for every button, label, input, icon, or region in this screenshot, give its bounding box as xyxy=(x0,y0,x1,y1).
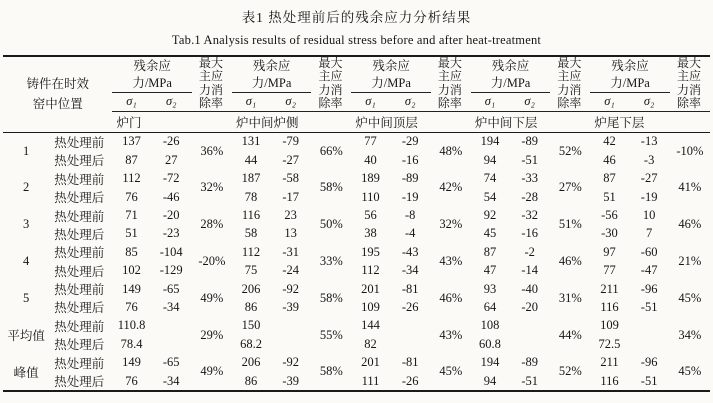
table-row-after-4 xyxy=(3,298,710,316)
stress-value xyxy=(270,335,311,353)
phase-label-before: 热处理前 xyxy=(54,356,105,371)
stress-value: 60.8 xyxy=(479,336,501,351)
stress-value: 78.4 xyxy=(120,336,143,351)
sigma1-label-2: σ₁ xyxy=(351,93,389,112)
stress-value: -65 xyxy=(162,281,180,296)
location-label-4: 炉尾下层 xyxy=(590,111,669,132)
stress-value: 137 xyxy=(122,134,141,149)
rate-value: 31% xyxy=(558,290,582,305)
stress-value xyxy=(151,335,192,353)
stress-value: -39 xyxy=(282,373,300,388)
rate-spacer-4 xyxy=(670,111,710,132)
table-row-after-5 xyxy=(3,335,710,353)
stress-value: 195 xyxy=(361,244,380,259)
stress-value: -51 xyxy=(640,373,658,388)
stress-value: -89 xyxy=(401,171,419,186)
stress-value: -34 xyxy=(162,299,180,314)
stress-value: -14 xyxy=(521,263,538,278)
stress-value: -58 xyxy=(282,171,300,186)
phase-label-before: 热处理前 xyxy=(54,283,105,298)
stress-value: 86 xyxy=(244,299,258,314)
stress-value: 23 xyxy=(284,208,297,222)
rate-value: 52% xyxy=(558,364,582,379)
stress-value: 56 xyxy=(364,208,377,222)
stress-value: 87 xyxy=(483,244,497,259)
stress-value: 82 xyxy=(364,336,377,351)
stress-value: 76 xyxy=(125,299,138,314)
row-label: 2 xyxy=(22,180,30,195)
rate-value: 28% xyxy=(200,217,224,232)
row-label: 4 xyxy=(22,253,30,268)
rate-value: -20% xyxy=(198,253,226,268)
stress-value: -60 xyxy=(640,244,658,259)
stress-value: 72.5 xyxy=(598,336,621,351)
rate-value: 27% xyxy=(558,180,582,195)
stress-value: 211 xyxy=(600,355,619,370)
stress-value: -13 xyxy=(640,134,658,149)
rate-value: 51% xyxy=(558,217,582,232)
location-label-3: 炉中间下层 xyxy=(471,111,550,132)
residual-stress-table xyxy=(3,55,710,392)
rate-value: 45% xyxy=(439,364,463,379)
stress-value: -24 xyxy=(282,263,300,278)
rate-value: 58% xyxy=(319,290,343,305)
stress-value: 131 xyxy=(241,134,261,149)
sigma2-label-0: σ₂ xyxy=(151,93,192,112)
stress-header-4 xyxy=(590,56,669,93)
table-row-before-4 xyxy=(3,280,710,298)
stress-value: -79 xyxy=(282,134,300,149)
rate-value: 58% xyxy=(319,364,343,379)
stress-value: 194 xyxy=(480,355,500,370)
stress-value: 51 xyxy=(125,226,138,241)
stress-value: -89 xyxy=(521,134,538,149)
stress-value: 86 xyxy=(244,373,258,388)
table-row-after-6 xyxy=(3,372,710,391)
stress-value: -30 xyxy=(601,226,618,241)
rate-header-1-text: 最大主应力消除率 xyxy=(318,56,343,111)
rate-value: 29% xyxy=(200,327,224,342)
phase-label-after: 热处理后 xyxy=(54,227,105,242)
rate-value: 52% xyxy=(558,143,582,158)
stress-value: -40 xyxy=(521,281,538,296)
rate-value: 45% xyxy=(678,364,702,379)
row-label: 5 xyxy=(22,290,30,305)
stress-value: -51 xyxy=(521,152,538,167)
stress-value: -34 xyxy=(162,373,180,388)
stress-value: -104 xyxy=(159,244,183,259)
rate-value: 44% xyxy=(558,327,582,342)
stress-value xyxy=(270,317,311,335)
rate-value: 46% xyxy=(439,290,463,305)
table-row-after-2 xyxy=(3,225,710,243)
stress-value: -28 xyxy=(521,189,538,204)
rate-value: 32% xyxy=(439,217,463,232)
rate-value: 46% xyxy=(678,217,702,232)
stress-value: 111 xyxy=(361,373,380,388)
stress-value: -19 xyxy=(401,189,419,204)
stress-value: 211 xyxy=(600,281,619,296)
stress-value: 206 xyxy=(241,281,261,296)
stress-value: 187 xyxy=(241,171,261,186)
stress-value: -89 xyxy=(521,355,538,370)
table-title-cn: 表1 热处理前后的残余应力分析结果 xyxy=(241,10,472,25)
rate-value: 43% xyxy=(439,327,463,342)
table-row-before-0 xyxy=(3,132,710,151)
sigma2-label-1: σ₂ xyxy=(270,93,311,112)
rate-spacer-0 xyxy=(192,111,232,132)
sigma1-label-3: σ₁ xyxy=(471,93,509,112)
sigma2-label-2: σ₂ xyxy=(390,93,431,112)
table-row-after-0 xyxy=(3,151,710,169)
stress-value: 77 xyxy=(603,263,616,278)
stress-value: 76 xyxy=(125,189,138,204)
stress-value: -129 xyxy=(159,263,183,278)
rate-value: 55% xyxy=(319,327,343,342)
stress-value: -19 xyxy=(640,189,658,204)
stress-value: 54 xyxy=(483,189,497,204)
phase-label-after: 热处理后 xyxy=(54,191,105,206)
stress-value: 87 xyxy=(125,152,138,167)
table-row-after-1 xyxy=(3,188,710,206)
stress-value: -17 xyxy=(282,189,300,204)
row-label: 1 xyxy=(22,143,30,158)
phase-label-after: 热处理后 xyxy=(54,301,105,316)
stress-value: 40 xyxy=(364,152,377,167)
rate-value: 33% xyxy=(319,253,343,268)
corner-header xyxy=(3,56,112,132)
table-row-before-2 xyxy=(3,206,710,224)
sigma1-label-4: σ₁ xyxy=(590,93,628,112)
sigma1-label-1: σ₁ xyxy=(232,93,270,112)
stress-value: 68.2 xyxy=(240,336,262,351)
stress-value xyxy=(629,335,670,353)
stress-value: 116 xyxy=(600,299,619,314)
stress-value xyxy=(390,335,431,353)
rate-value: 41% xyxy=(678,180,702,195)
stress-value: 13 xyxy=(284,226,297,241)
stress-value: 51 xyxy=(603,189,616,204)
stress-header-1 xyxy=(232,56,311,93)
stress-value: -96 xyxy=(640,281,658,296)
table-row-before-1 xyxy=(3,170,710,188)
rate-value: 43% xyxy=(439,253,463,268)
stress-value: 189 xyxy=(361,171,380,186)
stress-value: -20 xyxy=(521,299,538,314)
stress-value: -8 xyxy=(404,208,416,222)
stress-value: -81 xyxy=(401,281,419,296)
stress-value: 74 xyxy=(483,171,497,186)
stress-value: 76 xyxy=(125,373,138,388)
rate-header-3 xyxy=(550,56,590,111)
stress-value: 46 xyxy=(603,152,616,167)
stress-value: 110 xyxy=(361,189,380,204)
rate-value: 49% xyxy=(200,364,224,379)
rate-value: 50% xyxy=(319,217,343,232)
stress-header-0 xyxy=(112,56,191,93)
rate-header-0 xyxy=(192,56,232,111)
phase-label-before: 热处理前 xyxy=(54,319,105,334)
stress-value: 112 xyxy=(241,244,261,259)
stress-value: 110.8 xyxy=(117,318,146,333)
sigma2-label-3: σ₂ xyxy=(509,93,550,112)
stress-value: -51 xyxy=(640,299,658,314)
rate-header-4 xyxy=(670,56,710,111)
stress-value: -31 xyxy=(282,244,300,259)
stress-value: -96 xyxy=(640,355,658,370)
stress-value: 71 xyxy=(125,208,138,222)
stress-header-3 xyxy=(471,56,550,93)
stress-value: -4 xyxy=(404,226,416,241)
stress-value: -16 xyxy=(401,152,419,167)
stress-value: 87 xyxy=(603,171,616,186)
rate-header-0-text: 最大主应力消除率 xyxy=(198,56,223,111)
stress-value: 108 xyxy=(480,318,500,333)
stress-value: 75 xyxy=(244,263,258,278)
stress-value: -39 xyxy=(282,299,300,314)
stress-value: 85 xyxy=(125,244,138,259)
stress-header-4-text: 残余应力/MPa xyxy=(610,58,650,90)
row-label: 3 xyxy=(22,217,30,232)
stress-value: 47 xyxy=(483,263,497,278)
stress-value: 149 xyxy=(122,355,141,370)
stress-value: -56 xyxy=(601,208,618,222)
rate-value: 49% xyxy=(200,290,224,305)
table-title-en: Tab.1 Analysis results of residual stress before and after heat-treatment xyxy=(171,33,542,47)
rate-spacer-1 xyxy=(311,111,351,132)
stress-header-3-text: 残余应力/MPa xyxy=(490,58,531,90)
stress-value: -26 xyxy=(162,134,180,149)
stress-value xyxy=(629,317,670,335)
stress-value: 38 xyxy=(364,226,377,241)
stress-value: 116 xyxy=(241,208,261,222)
rate-header-3-text: 最大主应力消除率 xyxy=(557,56,582,111)
stress-value: -81 xyxy=(401,355,419,370)
stress-value: 7 xyxy=(646,226,653,241)
stress-value: -27 xyxy=(640,171,658,186)
rate-header-4-text: 最大主应力消除率 xyxy=(676,56,701,111)
stress-value: -47 xyxy=(640,263,658,278)
stress-value: 144 xyxy=(361,318,380,333)
stress-value: -16 xyxy=(521,226,538,241)
stress-value: 42 xyxy=(603,134,616,149)
rate-value: 45% xyxy=(678,290,702,305)
stress-value: -34 xyxy=(401,263,419,278)
stress-value: 201 xyxy=(361,281,380,296)
rate-value: -10% xyxy=(676,143,704,158)
stress-value: -92 xyxy=(282,281,300,296)
table-head xyxy=(3,56,710,132)
phase-label-after: 热处理后 xyxy=(54,264,105,279)
rate-value: 46% xyxy=(558,253,582,268)
stress-value: 64 xyxy=(483,299,497,314)
table-row-before-3 xyxy=(3,243,710,261)
rate-spacer-3 xyxy=(550,111,590,132)
stress-value: 10 xyxy=(642,208,656,222)
sigma1-label-0: σ₁ xyxy=(112,93,150,112)
stress-value: -26 xyxy=(401,299,419,314)
stress-value: 102 xyxy=(122,263,141,278)
stress-value: 44 xyxy=(244,152,258,167)
stress-value: -32 xyxy=(521,208,538,222)
stress-value xyxy=(509,317,550,335)
stress-value: 27 xyxy=(164,152,178,167)
rate-header-2 xyxy=(431,56,471,111)
phase-label-after: 热处理后 xyxy=(54,154,105,169)
rate-value: 48% xyxy=(439,143,463,158)
rate-value: 32% xyxy=(200,180,224,195)
table-row-before-6 xyxy=(3,353,710,371)
stress-value: 93 xyxy=(483,281,497,296)
stress-value: 78 xyxy=(244,189,258,204)
stress-value: -3 xyxy=(643,152,655,167)
phase-label-before: 热处理前 xyxy=(54,209,105,224)
stress-value: 94 xyxy=(483,373,497,388)
stress-value: 150 xyxy=(241,318,261,333)
phase-label-before: 热处理前 xyxy=(54,246,105,261)
stress-value: 109 xyxy=(361,299,380,314)
rate-value: 36% xyxy=(200,143,224,158)
stress-value: 112 xyxy=(361,263,380,278)
location-label-2: 炉中间顶层 xyxy=(351,111,430,132)
stress-value: 94 xyxy=(483,152,497,167)
stress-value xyxy=(390,317,431,335)
rate-spacer-2 xyxy=(431,111,471,132)
stress-header-2-text: 残余应力/MPa xyxy=(371,58,411,90)
stress-value: -29 xyxy=(401,134,419,149)
sigma2-label-4: σ₂ xyxy=(629,93,670,112)
table-body xyxy=(3,132,710,391)
stress-value xyxy=(509,335,550,353)
stress-value: 109 xyxy=(600,318,619,333)
table-row-after-3 xyxy=(3,261,710,279)
stress-value: -72 xyxy=(162,171,180,186)
stress-value: 116 xyxy=(600,373,619,388)
stress-value: 206 xyxy=(241,355,261,370)
stress-value: -65 xyxy=(162,355,180,370)
phase-label-before: 热处理前 xyxy=(54,172,105,187)
stress-value: 112 xyxy=(122,171,141,186)
stress-value: -33 xyxy=(521,171,538,186)
rate-header-2-text: 最大主应力消除率 xyxy=(437,56,462,111)
location-label-0: 炉门 xyxy=(112,111,191,132)
stress-header-0-text: 残余应力/MPa xyxy=(132,58,172,90)
stress-value: -27 xyxy=(282,152,300,167)
rate-header-1 xyxy=(311,56,351,111)
stress-value: -92 xyxy=(282,355,300,370)
rate-value: 34% xyxy=(678,327,702,342)
stress-value: -43 xyxy=(401,244,419,259)
table-titles xyxy=(0,0,713,48)
stress-value: 97 xyxy=(603,244,616,259)
rate-value: 21% xyxy=(678,253,702,268)
stress-header-1-text: 残余应力/MPa xyxy=(251,58,292,90)
row-label: 平均值 xyxy=(7,329,45,344)
stress-value: 77 xyxy=(364,134,377,149)
stress-value: -46 xyxy=(162,189,180,204)
stress-value: -23 xyxy=(162,226,180,241)
stress-value: 92 xyxy=(483,208,497,222)
location-label-1: 炉中间炉侧 xyxy=(232,111,311,132)
table-row-before-5 xyxy=(3,317,710,335)
stress-value xyxy=(151,317,192,335)
stress-value: -2 xyxy=(524,244,535,259)
stress-value: 149 xyxy=(122,281,141,296)
stress-value: -51 xyxy=(521,373,538,388)
stress-header-2 xyxy=(351,56,430,93)
stress-value: 201 xyxy=(361,355,380,370)
phase-label-before: 热处理前 xyxy=(54,135,105,150)
stress-value: 194 xyxy=(480,134,500,149)
rate-value: 66% xyxy=(319,143,343,158)
phase-label-after: 热处理后 xyxy=(54,338,105,353)
stress-value: 58 xyxy=(244,226,258,241)
stress-value: 45 xyxy=(483,226,497,241)
corner-header-text: 铸件在时效窑中位置 xyxy=(26,77,89,112)
rate-value: 42% xyxy=(439,180,463,195)
row-label: 峰值 xyxy=(13,365,39,380)
stress-value: -20 xyxy=(162,208,180,222)
rate-value: 58% xyxy=(319,180,343,195)
stress-value: -26 xyxy=(401,373,419,388)
phase-label-after: 热处理后 xyxy=(54,375,105,390)
